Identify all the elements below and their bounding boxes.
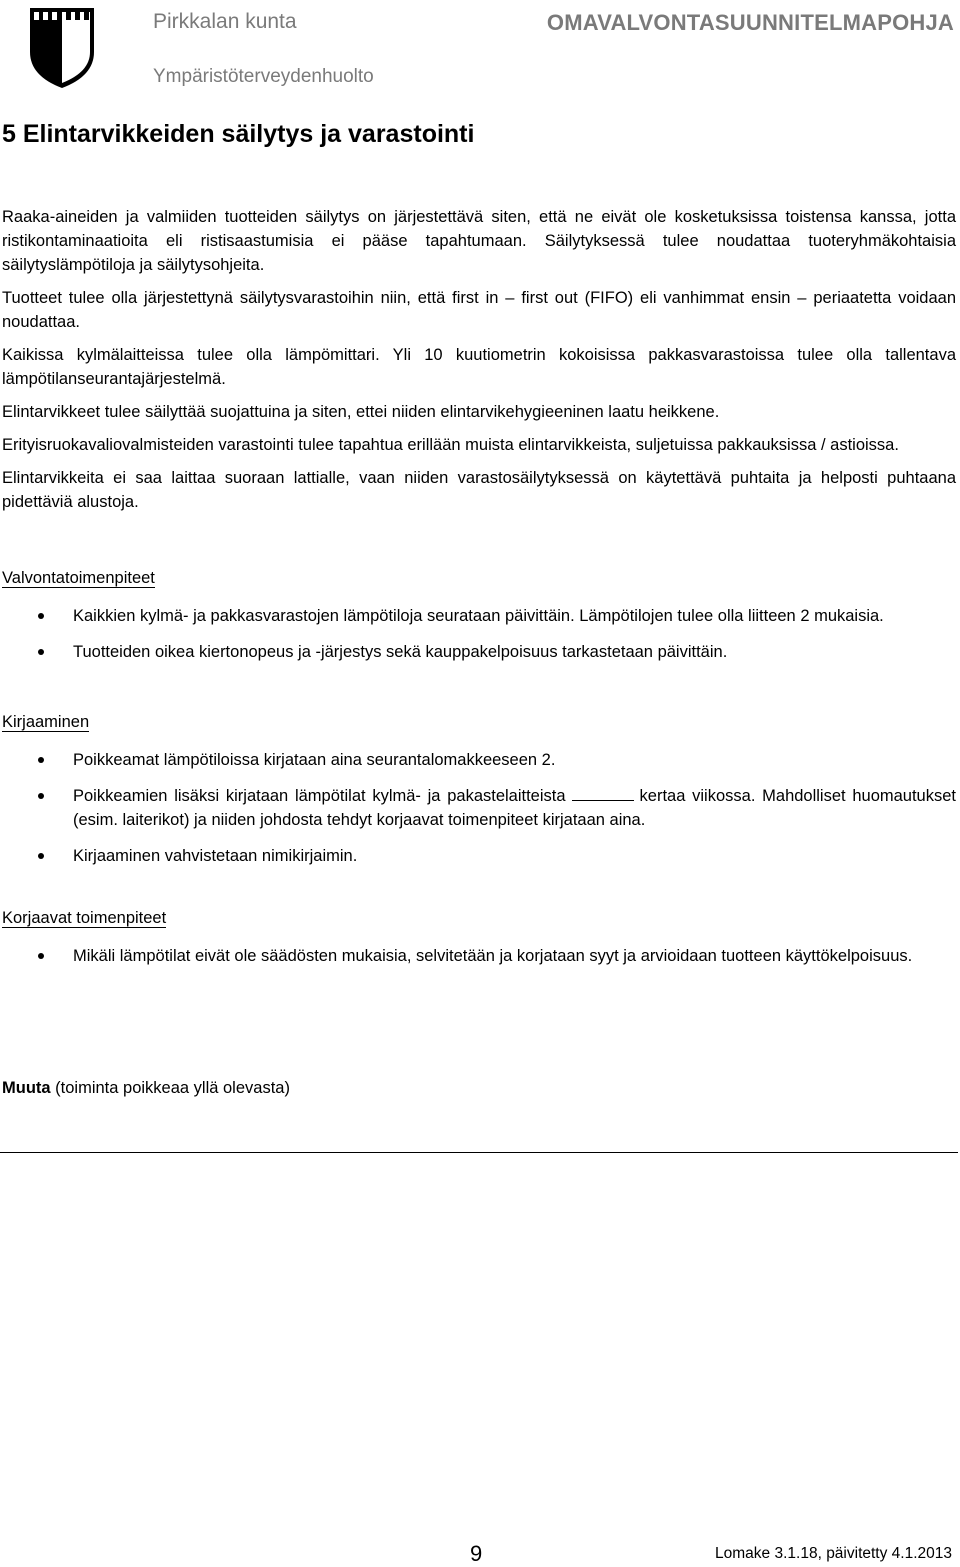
bullet-icon [38, 613, 44, 619]
fill-in-blank[interactable] [572, 786, 634, 801]
bullet-icon [38, 649, 44, 655]
section-title-kirjaaminen: Kirjaaminen [2, 713, 90, 731]
organization-name: Pirkkalan kunta [153, 10, 297, 33]
list-item: Poikkeamien lisäksi kirjataan lämpötilat kylmä- ja pakastelaitteista kertaa viikossa. Mahdolliset huomautukset (esim. laiterikot) ja niiden johdosta tehdyt korjaavat toimenpiteet kirjataan aina. [2, 784, 956, 832]
section-heading: 5 Elintarvikkeiden säilytys ja varastointi [2, 120, 475, 148]
paragraph-thermometers: Kaikissa kylmälaitteissa tulee olla lämpömittari. Yli 10 kuutiometrin kokoisissa pakkasvarastoissa tulee olla tallentava lämpötilanseurantajärjestelmä. [2, 346, 956, 388]
muuta-note: (toiminta poikkeaa yllä olevasta) [55, 1079, 290, 1097]
bullet-icon [38, 853, 44, 859]
list-item: Kirjaaminen vahvistetaan nimikirjaimin. [2, 844, 956, 868]
list-item: Tuotteiden oikea kiertonopeus ja -järjestys sekä kauppakelpoisuus tarkastetaan päivittäin. [2, 640, 956, 664]
section-title-valvonta: Valvontatoimenpiteet [2, 569, 155, 587]
muuta-label: Muuta [2, 1079, 51, 1097]
paragraph-fifo: Tuotteet tulee olla järjestettynä säilytysvarastoihin niin, että first in – first out (FIFO) eli vanhimmat ensin – periaatetta voidaan noudattaa. [2, 289, 956, 331]
muuta-line [2, 1079, 290, 1098]
paragraph-cross-contamination: Raaka-aineiden ja valmiiden tuotteiden säilytys on järjestettävä siten, että ne eivät ole kosketuksissa toistensa kanssa, jotta ristikontaminaatioita eli ristisaastumisia ei pääse tapahtumaan. Säilytyksessä tulee noudattaa tuoteryhmäkohtaisia säilytyslämpötiloja ja säilytysohjeita. [2, 208, 956, 274]
list-item: Poikkeamat lämpötiloissa kirjataan aina seurantalomakkeeseen 2. [2, 748, 956, 772]
valvonta-list [2, 604, 956, 664]
list-item: Mikäli lämpötilat eivät ole säädösten mukaisia, selvitetään ja korjataan syyt ja arvioidaan tuotteen käyttökelpoisuus. [2, 944, 956, 968]
paragraph-special-diets: Erityisruokavaliovalmisteiden varastointi tulee tapahtua erillään muista elintarvikkeista, suljetuissa pakkauksissa / astioissa. [2, 436, 899, 454]
page-number: 9 [470, 1541, 483, 1566]
kirjaaminen-list [2, 748, 956, 868]
department-name: Ympäristöterveydenhuolto [153, 66, 374, 87]
korjaavat-list [2, 944, 956, 968]
document-body [2, 205, 956, 980]
bullet-icon [38, 793, 44, 799]
document-title: OMAVALVONTASUUNNITELMAPOHJA [546, 10, 954, 35]
paragraph-protected-storage: Elintarvikkeet tulee säilyttää suojattuina ja siten, ettei niiden elintarvikehygieeninen laatu heikkene. [2, 403, 720, 421]
bullet-icon [38, 757, 44, 763]
paragraph-floor-storage: Elintarvikkeita ei saa laittaa suoraan lattialle, vaan niiden varastosäilytyksessä on käytettävä puhtaita ja helposti puhtaana pidettäviä alustoja. [2, 469, 956, 511]
form-version-note: Lomake 3.1.18, päivitetty 4.1.2013 [715, 1545, 952, 1562]
municipal-crest-logo [26, 2, 98, 90]
list-item: Kaikkien kylmä- ja pakkasvarastojen lämpötiloja seurataan päivittäin. Lämpötilojen tulee olla liitteen 2 mukaisia. [2, 604, 956, 628]
divider-line [0, 1152, 958, 1153]
bullet-icon [38, 953, 44, 959]
section-title-korjaavat: Korjaavat toimenpiteet [2, 909, 167, 927]
